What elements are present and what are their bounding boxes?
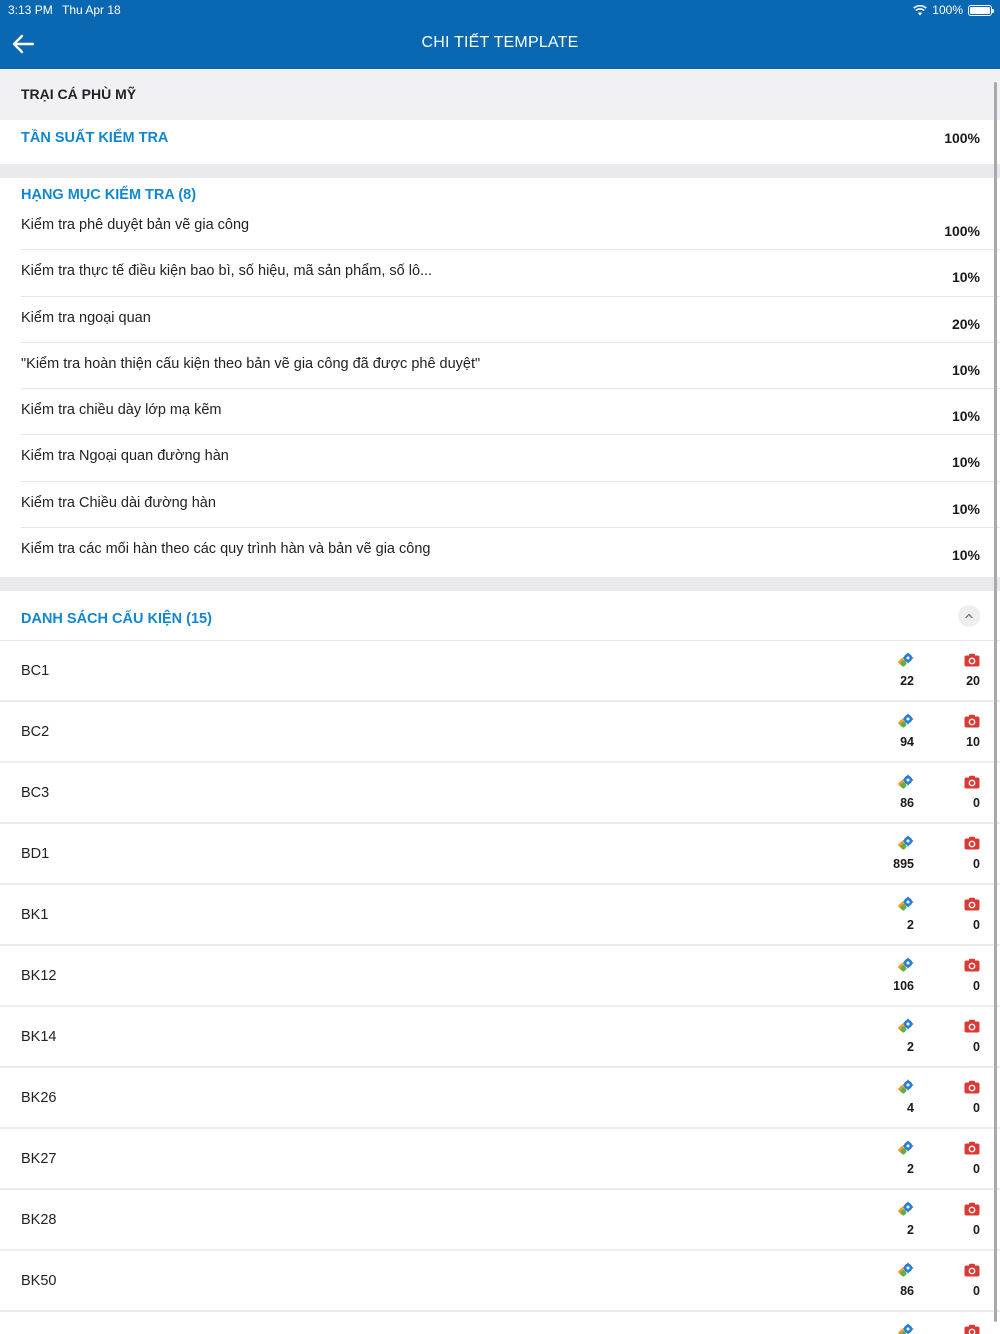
- gear-stack-icon: [898, 1262, 914, 1278]
- component-row[interactable]: [0, 1312, 1000, 1334]
- gear-stack-icon: [898, 896, 914, 912]
- components-list: [0, 641, 1000, 1334]
- component-count: 4: [907, 1101, 914, 1115]
- category-percent: 10%: [951, 361, 980, 378]
- section-divider: [0, 577, 1000, 591]
- gear-stack-icon: [898, 1018, 914, 1034]
- category-label: Kiểm tra Chiều dài đường hàn: [21, 494, 216, 511]
- gear-stack-icon: [898, 957, 914, 973]
- category-label: Kiểm tra chiều dày lớp mạ kẽm: [21, 402, 222, 419]
- component-count: 106: [893, 979, 914, 993]
- battery-percent: 100%: [932, 3, 963, 17]
- component-count: 94: [900, 735, 914, 749]
- components-title: DANH SÁCH CẤU KIỆN (15): [21, 611, 212, 627]
- camera-icon[interactable]: [964, 1324, 980, 1334]
- component-name: BK50: [21, 1273, 57, 1289]
- gear-stack-icon: [898, 652, 914, 668]
- camera-icon[interactable]: [964, 1202, 980, 1216]
- category-percent: 10%: [951, 547, 980, 564]
- component-row[interactable]: [0, 824, 1000, 885]
- component-count: 86: [900, 796, 914, 810]
- gear-stack-icon: [898, 1323, 914, 1334]
- component-row[interactable]: [0, 763, 1000, 824]
- component-row[interactable]: [0, 1068, 1000, 1129]
- category-label: Kiểm tra phê duyệt bản vẽ gia công: [21, 217, 250, 233]
- component-row[interactable]: [0, 1251, 1000, 1312]
- camera-icon[interactable]: [964, 1263, 980, 1277]
- component-name: BC3: [21, 785, 50, 801]
- photo-count: 0: [973, 1040, 980, 1054]
- category-item: [0, 435, 1000, 481]
- camera-icon[interactable]: [964, 714, 980, 728]
- photo-count: 0: [973, 918, 980, 932]
- category-item: [0, 389, 1000, 435]
- battery-icon: [968, 5, 992, 16]
- navigation-bar: [0, 0, 1000, 69]
- category-label: Kiểm tra ngoại quan: [21, 309, 151, 326]
- category-item: [0, 204, 1000, 250]
- category-label: Kiểm tra các mối hàn theo các quy trình hàn và bản vẽ gia công: [21, 541, 431, 558]
- component-row[interactable]: [0, 946, 1000, 1007]
- gear-stack-icon: [898, 835, 914, 851]
- camera-icon[interactable]: [964, 958, 980, 972]
- component-count: 86: [900, 1284, 914, 1298]
- component-name: BK27: [21, 1151, 57, 1167]
- component-name: BK1: [21, 907, 49, 923]
- frequency-value: 100%: [944, 130, 980, 146]
- camera-icon[interactable]: [964, 1080, 980, 1094]
- chevron-up-icon: [958, 605, 980, 627]
- component-name: BC1: [21, 663, 50, 679]
- component-name: BK26: [21, 1090, 57, 1106]
- camera-icon[interactable]: [964, 1141, 980, 1155]
- categories-title: HẠNG MỤC KIỂM TRA (8): [21, 187, 197, 203]
- category-item: [0, 250, 1000, 296]
- camera-icon[interactable]: [964, 653, 980, 667]
- component-count: 2: [907, 1040, 914, 1054]
- photo-count: 10: [966, 735, 980, 749]
- camera-icon[interactable]: [964, 1019, 980, 1033]
- gear-stack-icon: [898, 713, 914, 729]
- category-percent: 10%: [951, 408, 980, 425]
- component-row[interactable]: [0, 641, 1000, 702]
- categories-list: [0, 204, 1000, 574]
- category-percent: 10%: [951, 269, 980, 286]
- frequency-label: TẦN SUẤT KIỂM TRA: [21, 130, 169, 146]
- component-name: BK12: [21, 968, 57, 984]
- category-label: Kiểm tra thực tế điều kiện bao bì, số hiệu, mã sản phẩm, số lô...: [21, 263, 433, 280]
- photo-count: 0: [973, 1162, 980, 1176]
- photo-count: 20: [966, 674, 980, 688]
- component-name: BK14: [21, 1029, 57, 1045]
- camera-icon[interactable]: [964, 897, 980, 911]
- component-row[interactable]: [0, 885, 1000, 946]
- component-count: 2: [907, 1162, 914, 1176]
- category-percent: 100%: [944, 223, 980, 239]
- component-row[interactable]: [0, 1190, 1000, 1251]
- photo-count: 0: [973, 1223, 980, 1237]
- category-percent: 10%: [951, 454, 980, 471]
- gear-stack-icon: [898, 1079, 914, 1095]
- section-divider: [0, 164, 1000, 178]
- frequency-row: [0, 120, 1000, 164]
- component-name: BD1: [21, 846, 50, 862]
- component-row[interactable]: [0, 702, 1000, 763]
- status-indicators: [913, 3, 992, 17]
- category-percent: 20%: [951, 315, 980, 332]
- farm-name: TRẠI CÁ PHÙ MỸ: [21, 86, 137, 102]
- collapse-button[interactable]: [958, 605, 980, 627]
- gear-stack-icon: [898, 1201, 914, 1217]
- category-item: [0, 482, 1000, 528]
- component-name: BK28: [21, 1212, 57, 1228]
- category-item: [0, 343, 1000, 389]
- component-name: BC2: [21, 724, 50, 740]
- component-count: 2: [907, 1223, 914, 1237]
- gear-stack-icon: [898, 1140, 914, 1156]
- wifi-icon: [913, 5, 927, 16]
- category-item: [0, 297, 1000, 343]
- component-count: 895: [893, 857, 914, 871]
- farm-header: [0, 69, 1000, 120]
- component-count: 2: [907, 918, 914, 932]
- component-row[interactable]: [0, 1129, 1000, 1190]
- scrollbar[interactable]: [994, 82, 997, 1322]
- category-label: Kiểm tra Ngoại quan đường hàn: [21, 448, 229, 465]
- page-title: CHI TIẾT TEMPLATE: [421, 34, 579, 51]
- camera-icon[interactable]: [964, 775, 980, 789]
- gear-stack-icon: [898, 774, 914, 790]
- photo-count: 0: [973, 1284, 980, 1298]
- photo-count: 0: [973, 979, 980, 993]
- component-count: 22: [900, 674, 914, 688]
- photo-count: 0: [973, 1101, 980, 1115]
- photo-count: 0: [973, 857, 980, 871]
- photo-count: 0: [973, 796, 980, 810]
- camera-icon[interactable]: [964, 836, 980, 850]
- status-time: 3:13 PM: [8, 3, 53, 17]
- category-item: [0, 528, 1000, 574]
- category-percent: 10%: [951, 500, 980, 517]
- component-row[interactable]: [0, 1007, 1000, 1068]
- category-label: "Kiểm tra hoàn thiện cấu kiện theo bản vẽ gia công đã được phê duyệt": [21, 355, 481, 372]
- status-date: Thu Apr 18: [62, 3, 121, 17]
